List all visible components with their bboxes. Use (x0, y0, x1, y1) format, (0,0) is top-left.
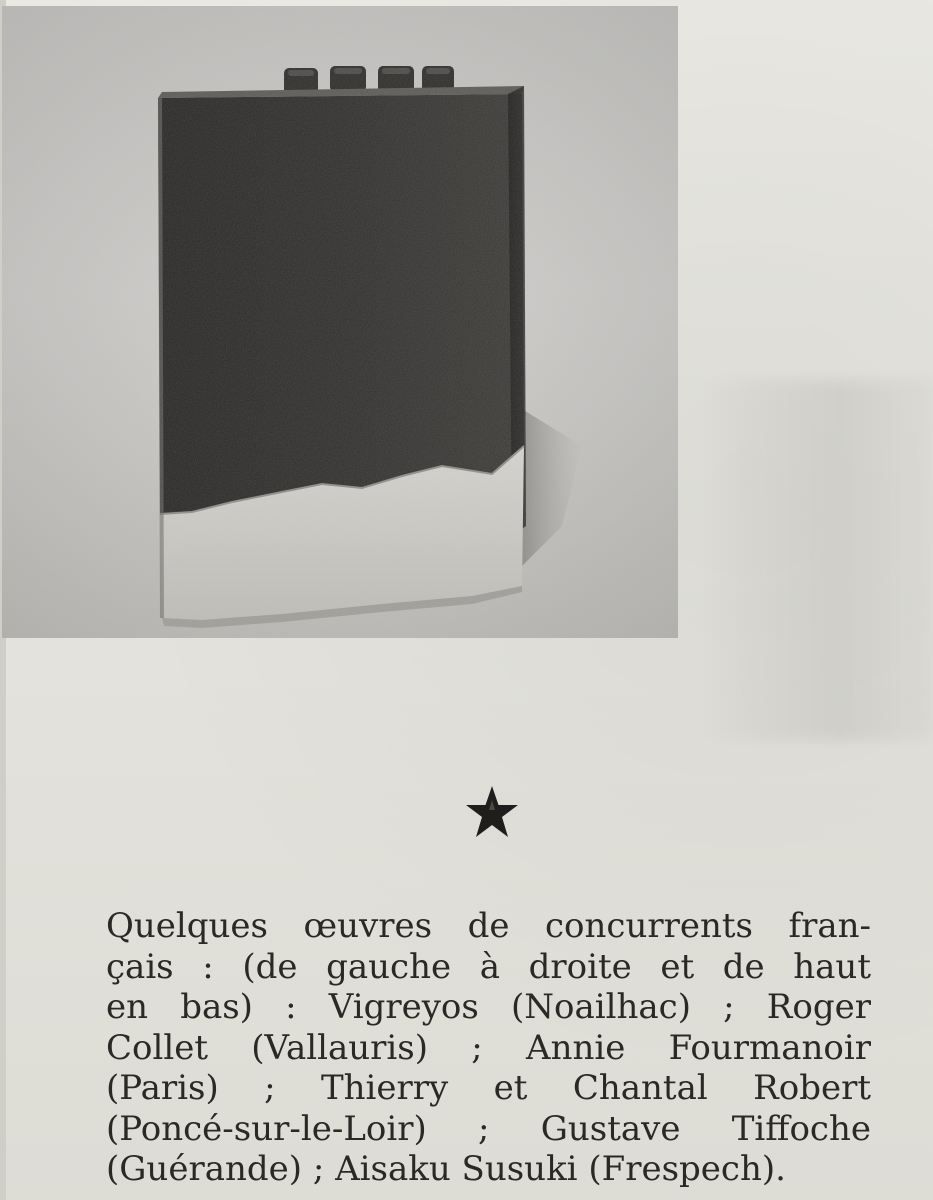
caption-line: Collet (Vallauris) ; Annie Fourmanoir (106, 1027, 871, 1068)
artwork-photo (2, 6, 678, 638)
caption-line: çais : (de gauche à droite et de haut (106, 946, 871, 987)
show-through-shadow (700, 380, 933, 740)
caption-line: (Paris) ; Thierry et Chantal Robert (106, 1068, 871, 1108)
caption-line: (Poncé-sur-le-Loir) ; Gustave Tiffoche (106, 1108, 871, 1149)
caption-line: en bas) : Vigreyos (Noailhac) ; Roger (106, 987, 871, 1027)
star-icon (461, 782, 523, 844)
caption-line: (Guérande) ; Aisaku Susuki (Frespech). (106, 1149, 786, 1189)
photo-caption (106, 906, 871, 1190)
caption-line: Quelques œuvres de concurrents fran- (106, 906, 871, 946)
